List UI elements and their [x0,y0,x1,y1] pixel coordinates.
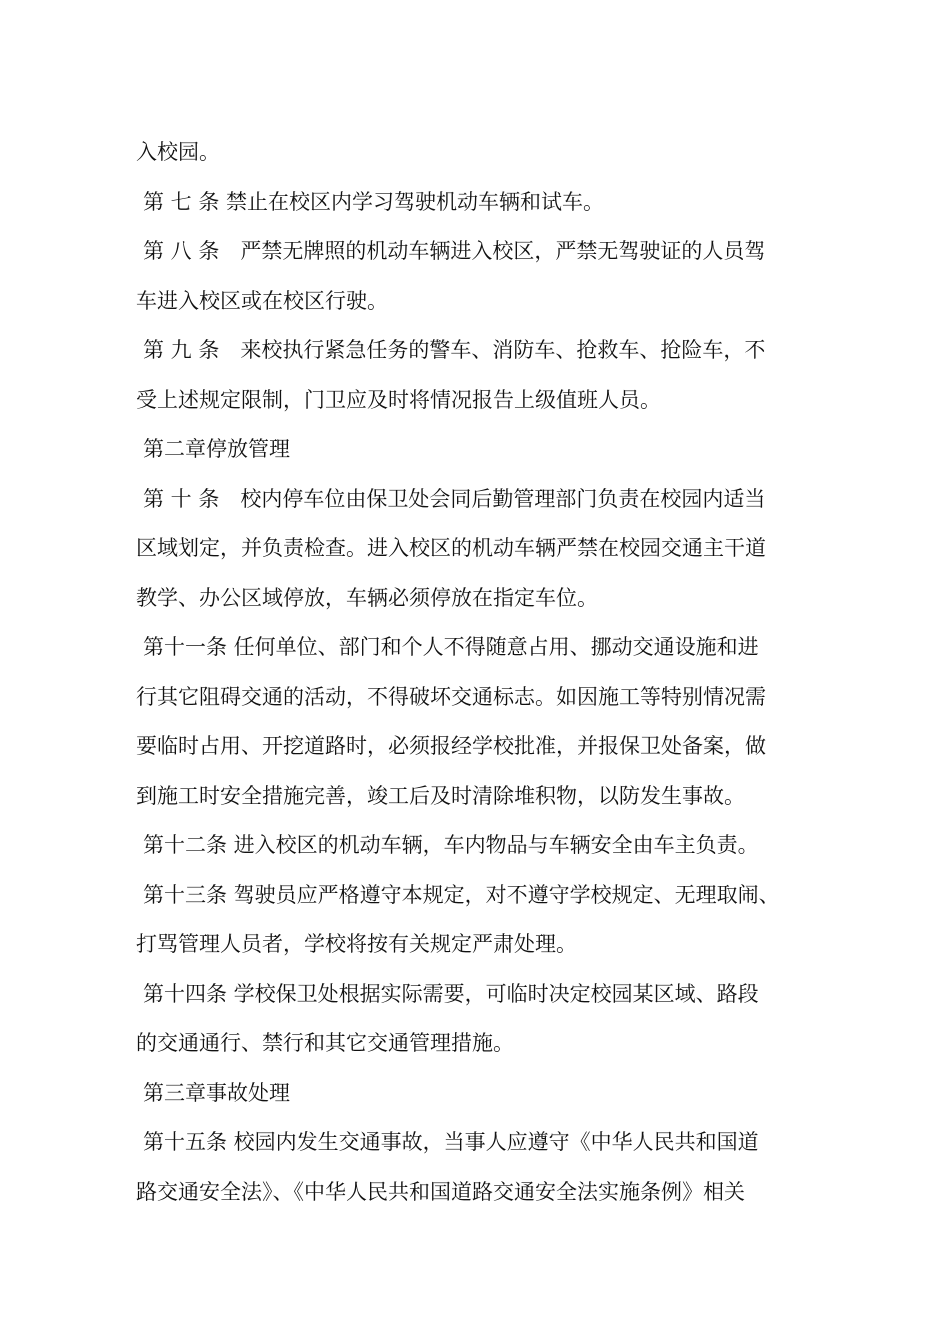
text-line: 的交通通行、禁行和其它交通管理措施。 [136,1031,514,1055]
article-8: 第 八 条 严禁无牌照的机动车辆进入校区，严禁无驾驶证的人员驾 [143,239,766,263]
chapter-3-heading: 第三章事故处理 [143,1080,290,1105]
text-line: 行其它阻碍交通的活动，不得破坏交通标志。如因施工等特别情况需 [136,684,766,709]
text-line: 路交通安全法》、《中华人民共和国道路交通安全法实施条例》相关 [136,1179,745,1204]
document-body [136,128,826,1217]
text-line: 车进入校区或在校区行驶。 [136,288,388,313]
article-10: 第 十 条 校内停车位由保卫处会同后勤管理部门负责在校园内适当 [143,486,766,511]
article-15: 第十五条 校园内发生交通事故，当事人应遵守《中华人民共和国道 [143,1130,759,1154]
text-line: 区域划定，并负责检查。进入校区的机动车辆严禁在校园交通主干道 [136,536,766,560]
article-9: 第 九 条 来校执行紧急任务的警车、消防车、抢救车、抢险车，不 [143,338,766,362]
article-14: 第十四条 学校保卫处根据实际需要，可临时决定校园某区域、路段 [143,981,759,1006]
text-line: 入校园。 [136,140,220,164]
text-line: 受上述规定限制，门卫应及时将情况报告上级值班人员。 [136,387,661,412]
article-12: 第十二条 进入校区的机动车辆，车内物品与车辆安全由车主负责。 [143,833,759,857]
text-line: 打骂管理人员者，学校将按有关规定严肃处理。 [136,932,577,956]
chapter-2-heading: 第二章停放管理 [143,437,290,461]
article-7: 第 七 条 禁止在校区内学习驾驶机动车辆和试车。 [143,189,605,214]
article-11: 第十一条 任何单位、部门和个人不得随意占用、挪动交通设施和进 [143,635,759,659]
article-13: 第十三条 驾驶员应严格遵守本规定，对不遵守学校规定、无理取闹、 [143,882,780,907]
text-line: 到施工时安全措施完善，竣工后及时清除堆积物，以防发生事故。 [136,783,745,808]
text-line: 教学、办公区域停放，车辆必须停放在指定车位。 [136,585,598,610]
text-line: 要临时占用、开挖道路时，必须报经学校批准，并报保卫处备案，做 [136,734,766,758]
